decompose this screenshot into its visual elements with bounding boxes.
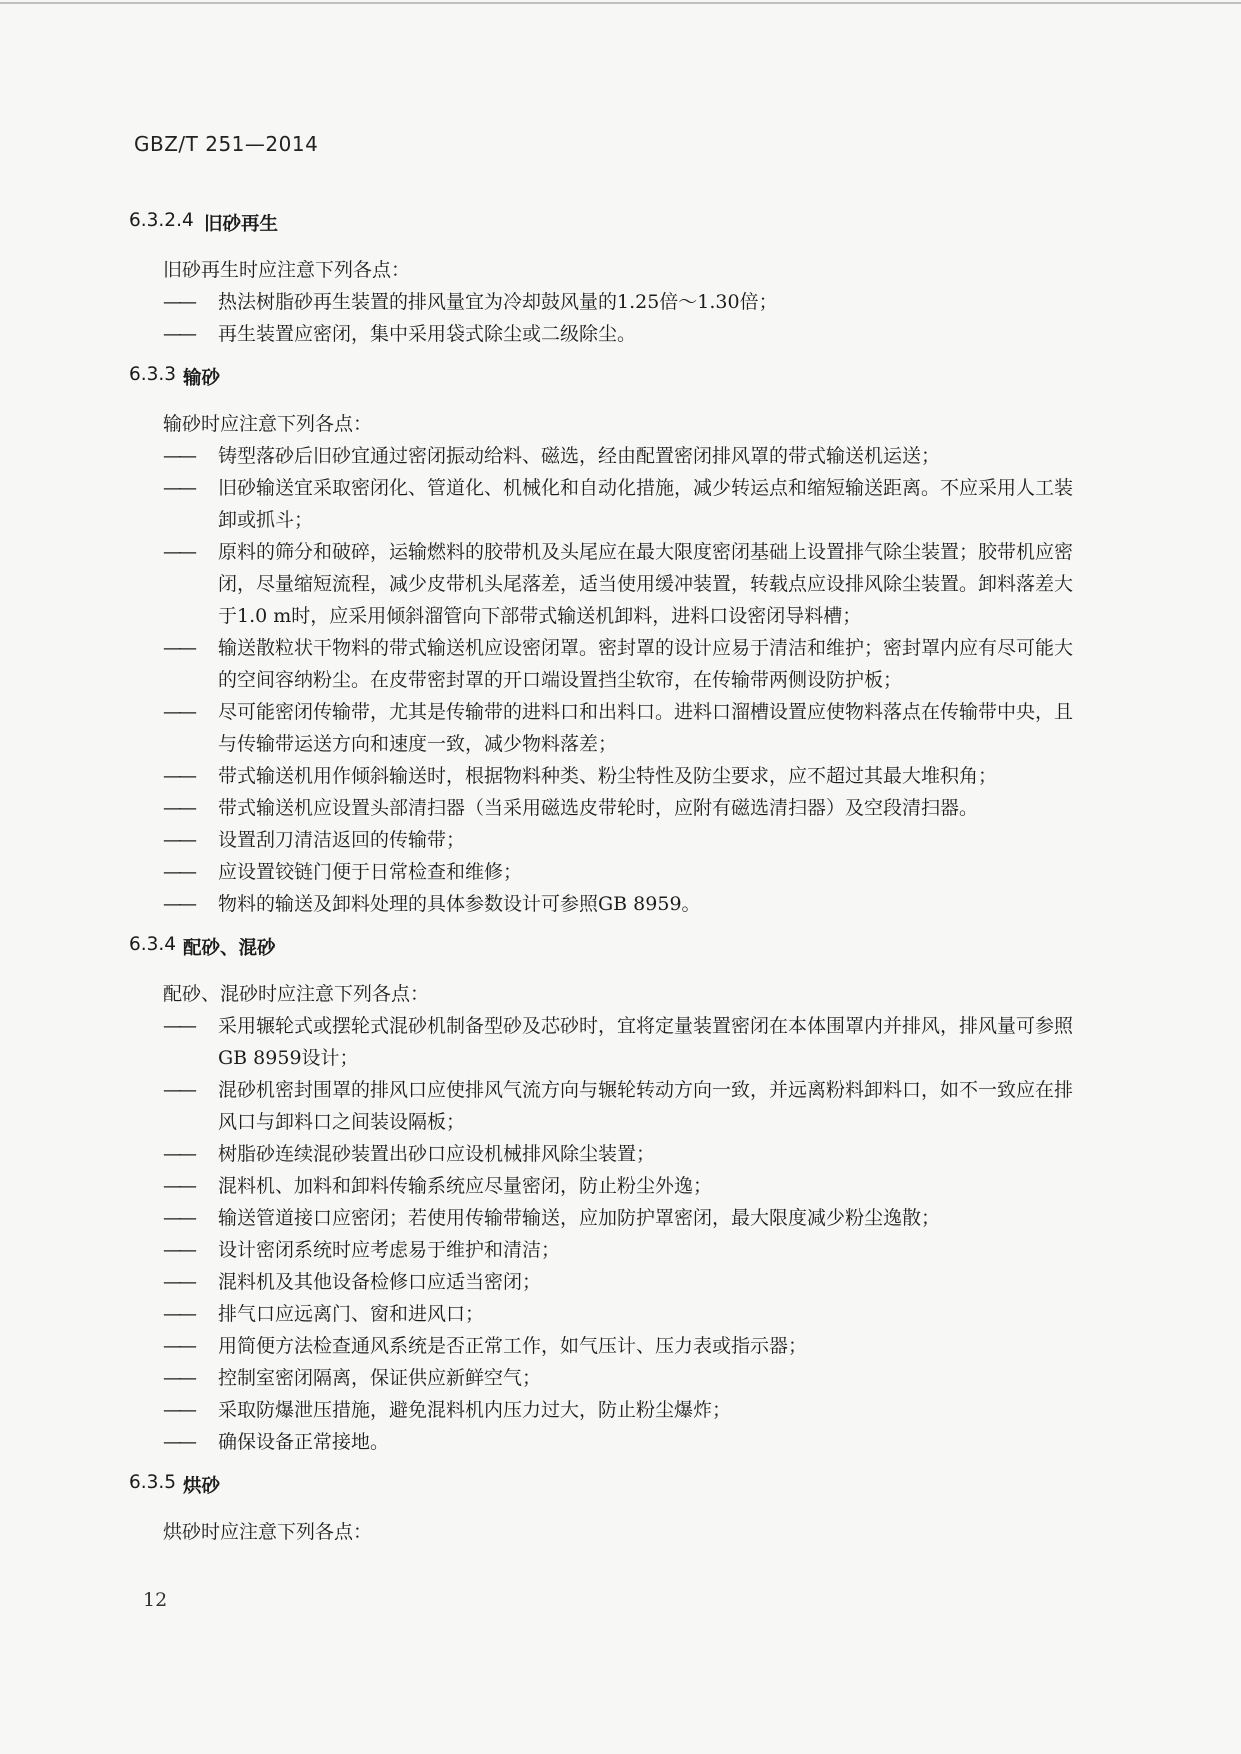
- list-dash: ——: [163, 861, 193, 883]
- section-gap: [0, 1458, 1241, 1468]
- section-number: 6.3.2.4: [129, 210, 194, 231]
- list-item-text: 原料的筛分和破碎，运输燃料的胶带机及头尾应在最大限度密闭基础上设置排气除尘装置；胶带机应密闭，尽量缩短流程，减少皮带机头尾落差，适当使用缓冲装置，转载点应设排风除尘装置。卸料落差大于1.0 m时，应采用倾斜溜管向下部带式输送机卸料，进料口设密闭导料槽；: [218, 541, 1074, 627]
- list-item-text: 输送散粒状干物料的带式输送机应设密闭罩。密封罩的设计应易于清洁和维护；密封罩内应有尽可能大的空间容纳粉尘。在皮带密封罩的开口端设置挡尘软帘，在传输带两侧设防护板；: [218, 637, 1074, 691]
- list-dash: ——: [163, 1143, 193, 1165]
- list-dash: ——: [163, 701, 193, 723]
- list-item-text: 采用辗轮式或摆轮式混砂机制备型砂及芯砂时，宜将定量装置密闭在本体围罩内并排风，排风量可参照GB 8959设计；: [218, 1015, 1074, 1069]
- list-item: [0, 1202, 1241, 1234]
- section-heading: [0, 210, 1241, 243]
- list-item-text: 混料机及其他设备检修口应适当密闭；: [218, 1271, 542, 1293]
- section-gap: [0, 350, 1241, 360]
- list-item: [0, 1330, 1241, 1362]
- list-dash: ——: [163, 1207, 193, 1229]
- list-item: [0, 1362, 1241, 1394]
- list-item: [0, 318, 1241, 350]
- list-dash: ——: [163, 541, 193, 563]
- list-dash: ——: [163, 893, 193, 915]
- list-item-text: 确保设备正常接地。: [218, 1431, 390, 1453]
- list-item: [0, 1010, 1241, 1074]
- list-dash: ——: [163, 637, 193, 659]
- section-intro: 配砂、混砂时应注意下列各点：: [163, 983, 430, 1005]
- list-item: [0, 1394, 1241, 1426]
- list-item: [0, 760, 1241, 792]
- list-dash: ——: [163, 1431, 193, 1453]
- list-dash: ——: [163, 1399, 193, 1421]
- list-item-text: 用简便方法检查通风系统是否正常工作，如气压计、压力表或指示器；: [218, 1335, 808, 1357]
- list-dash: ——: [163, 445, 193, 467]
- list-item-text: 设置刮刀清洁返回的传输带；: [218, 829, 466, 851]
- list-item-text: 混料机、加料和卸料传输系统应尽量密闭，防止粉尘外逸；: [218, 1175, 713, 1197]
- list-item-text: 输送管道接口应密闭；若使用传输带输送，应加防护罩密闭，最大限度减少粉尘逸散；: [218, 1207, 941, 1229]
- section-gap: [0, 920, 1241, 930]
- section-number: 6.3.5: [129, 1472, 177, 1493]
- section-title: 旧砂再生: [204, 214, 279, 235]
- section-heading: [0, 364, 1241, 397]
- list-item-text: 带式输送机用作倾斜输送时，根据物料种类、粉尘特性及防尘要求，应不超过其最大堆积角；: [218, 765, 998, 787]
- list-item: [0, 1074, 1241, 1138]
- list-item: [0, 856, 1241, 888]
- list-dash: ——: [163, 829, 193, 851]
- list-item-text: 物料的输送及卸料处理的具体参数设计可参照GB 8959。: [218, 893, 701, 915]
- list-item: [0, 632, 1241, 696]
- list-item-text: 控制室密闭隔离，保证供应新鲜空气；: [218, 1367, 542, 1389]
- list-item: [0, 536, 1241, 632]
- list-item: [0, 792, 1241, 824]
- list-item: [0, 824, 1241, 856]
- section-title: 配砂、混砂: [183, 938, 276, 959]
- list-item-text: 带式输送机应设置头部清扫器（当采用磁选皮带轮时，应附有磁选清扫器）及空段清扫器。: [218, 797, 979, 819]
- list-item: [0, 440, 1241, 472]
- list-item: [0, 696, 1241, 760]
- list-dash: ——: [163, 1015, 193, 1037]
- list-dash: ——: [163, 1271, 193, 1293]
- list-dash: ——: [163, 1335, 193, 1357]
- list-item-text: 铸型落砂后旧砂宜通过密闭振动给料、磁选，经由配置密闭排风罩的带式输送机运送；: [218, 445, 941, 467]
- list-item-text: 尽可能密闭传输带，尤其是传输带的进料口和出料口。进料口溜槽设置应使物料落点在传输带中央，且与传输带运送方向和速度一致，减少物料落差；: [218, 701, 1074, 755]
- section-title: 输砂: [183, 368, 221, 389]
- list-item-text: 树脂砂连续混砂装置出砂口应设机械排风除尘装置；: [218, 1143, 656, 1165]
- top-rule: [0, 2, 1241, 4]
- section-intro: 输砂时应注意下列各点：: [163, 413, 373, 435]
- list-item: [0, 1266, 1241, 1298]
- page-number: 12: [143, 1589, 168, 1611]
- list-dash: ——: [163, 1303, 193, 1325]
- list-item: [0, 1138, 1241, 1170]
- list-dash: ——: [163, 1239, 193, 1261]
- section-title: 烘砂: [183, 1476, 221, 1497]
- section-number: 6.3.4: [129, 934, 177, 955]
- list-item-text: 排气口应远离门、窗和进风口；: [218, 1303, 485, 1325]
- list-dash: ——: [163, 477, 193, 499]
- list-dash: ——: [163, 797, 193, 819]
- section-intro: 旧砂再生时应注意下列各点：: [163, 259, 411, 281]
- section-intro: 烘砂时应注意下列各点：: [163, 1521, 373, 1543]
- list-item-text: 设计密闭系统时应考虑易于维护和清洁；: [218, 1239, 561, 1261]
- list-item: [0, 472, 1241, 536]
- list-item-text: 热法树脂砂再生装置的排风量宜为冷却鼓风量的1.25倍～1.30倍；: [218, 291, 778, 313]
- list-dash: ——: [163, 291, 193, 313]
- list-dash: ——: [163, 1367, 193, 1389]
- list-item: [0, 286, 1241, 318]
- list-item: [0, 1170, 1241, 1202]
- list-item-text: 应设置铰链门便于日常检查和维修；: [218, 861, 523, 883]
- section-heading: [0, 934, 1241, 967]
- section-heading: [0, 1472, 1241, 1505]
- document-body: [0, 206, 1241, 1548]
- list-item-text: 混砂机密封围罩的排风口应使排风气流方向与辗轮转动方向一致，并远离粉料卸料口，如不一致应在排风口与卸料口之间装设隔板；: [218, 1079, 1074, 1133]
- list-item: [0, 1234, 1241, 1266]
- list-item: [0, 888, 1241, 920]
- section-number: 6.3.3: [129, 364, 177, 385]
- list-item-text: 再生装置应密闭，集中采用袋式除尘或二级除尘。: [218, 323, 637, 345]
- list-item: [0, 1426, 1241, 1458]
- list-item: [0, 1298, 1241, 1330]
- list-item-text: 采取防爆泄压措施，避免混料机内压力过大，防止粉尘爆炸；: [218, 1399, 732, 1421]
- list-item-text: 旧砂输送宜采取密闭化、管道化、机械化和自动化措施，减少转运点和缩短输送距离。不应采用人工装卸或抓斗；: [218, 477, 1074, 531]
- list-dash: ——: [163, 765, 193, 787]
- list-dash: ——: [163, 323, 193, 345]
- list-dash: ——: [163, 1079, 193, 1101]
- list-dash: ——: [163, 1175, 193, 1197]
- document-code: GBZ/T 251—2014: [134, 132, 319, 156]
